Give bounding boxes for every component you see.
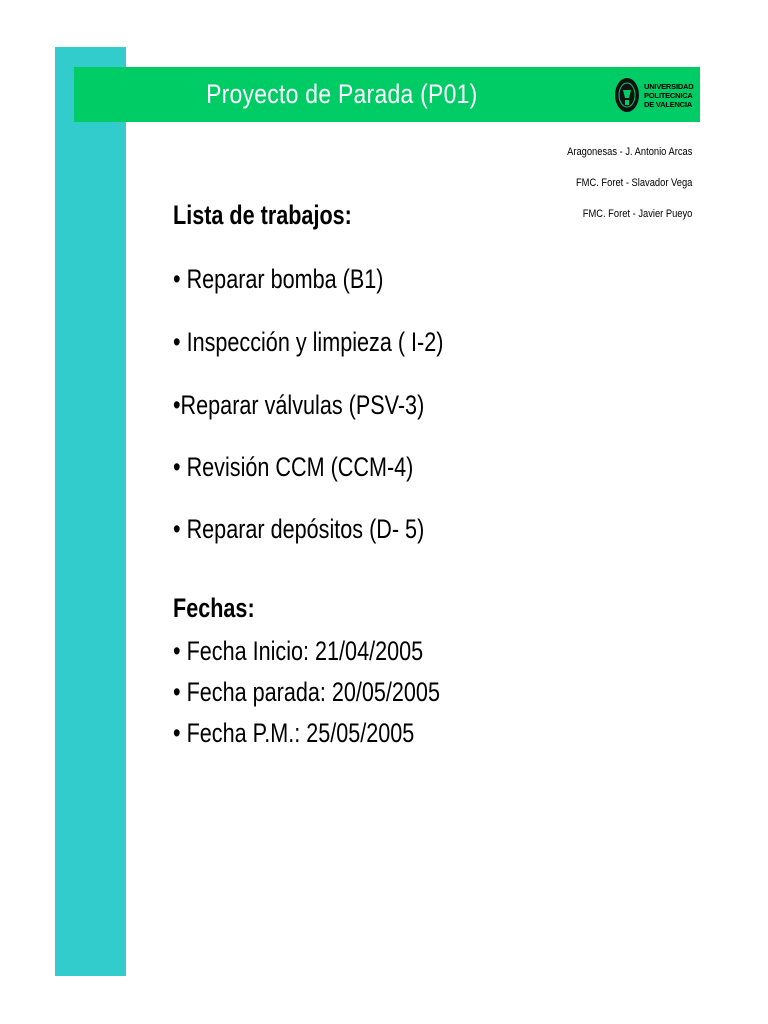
- author-line: FMC. Foret - Slavador Vega: [575, 177, 692, 189]
- slide-header: [74, 67, 700, 122]
- date-item: • Fecha parada: 20/05/2005: [173, 677, 440, 707]
- logo-line-3: DE VALENCIA: [644, 99, 693, 109]
- university-seal-icon: [614, 76, 640, 114]
- author-line: FMC. Foret - Javier Pueyo: [582, 208, 692, 220]
- date-item: • Fecha Inicio: 21/04/2005: [173, 636, 424, 666]
- slide-title: Proyecto de Parada (P01): [206, 79, 478, 109]
- work-item: • Reparar bomba (B1): [173, 264, 384, 294]
- authors-list: [567, 145, 692, 238]
- dates-heading: Fechas:: [173, 593, 255, 623]
- logo-line-1: UNIVERSIDAD: [644, 81, 694, 91]
- work-item: • Revisión CCM (CCM-4): [173, 452, 414, 482]
- work-item: •Reparar válvulas (PSV-3): [173, 390, 425, 420]
- work-item: • Reparar depósitos (D- 5): [173, 514, 425, 544]
- work-item: • Inspección y limpieza ( I-2): [173, 327, 444, 357]
- author-line: Aragonesas - J. Antonio Arcas: [566, 146, 692, 158]
- left-accent-bar: [55, 47, 126, 976]
- university-logo: [614, 73, 698, 117]
- date-item: • Fecha P.M.: 25/05/2005: [173, 718, 415, 748]
- work-list-heading: Lista de trabajos:: [173, 200, 352, 230]
- logo-line-2: POLITECNICA: [644, 90, 693, 100]
